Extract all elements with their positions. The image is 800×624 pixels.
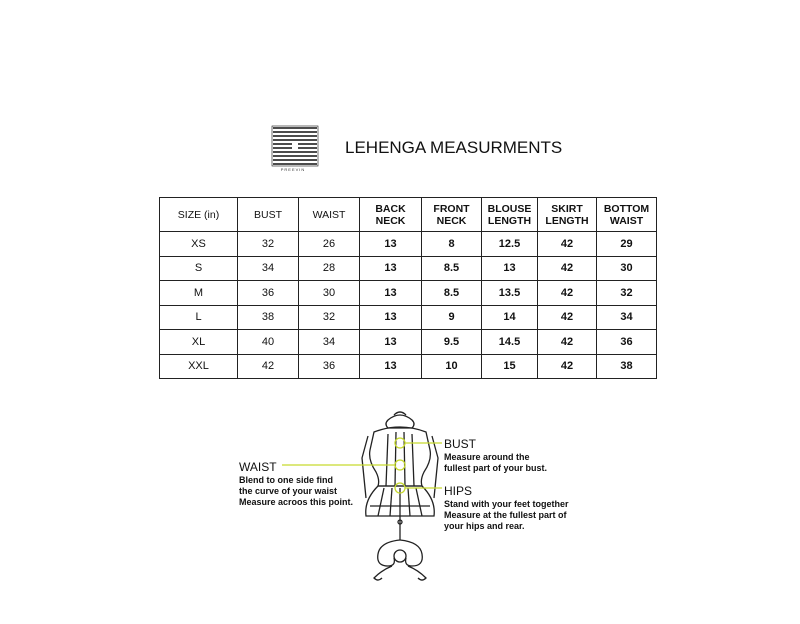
table-cell: 9: [422, 305, 482, 330]
table-cell: 10: [422, 354, 482, 379]
table-cell: 8: [422, 232, 482, 257]
table-cell: 28: [299, 256, 360, 281]
table-cell: 38: [597, 354, 657, 379]
waist-desc-line: Blend to one side find: [239, 475, 333, 485]
bust-desc-line: fullest part of your bust.: [444, 463, 548, 473]
waist-desc-line: Measure acroos this point.: [239, 497, 354, 507]
table-cell: 36: [597, 330, 657, 355]
table-cell: 38: [238, 305, 299, 330]
column-header: BOTTOM WAIST: [597, 198, 657, 232]
table-cell: 12.5: [482, 232, 538, 257]
table-cell: 13: [482, 256, 538, 281]
table-cell: 42: [538, 232, 597, 257]
bust-desc-line: Measure around the: [444, 452, 530, 462]
table-cell: 36: [299, 354, 360, 379]
table-cell: 36: [238, 281, 299, 306]
table-cell: 34: [597, 305, 657, 330]
hips-desc-line: Measure at the fullest part of: [444, 510, 567, 520]
table-cell: 42: [238, 354, 299, 379]
column-header: SKIRT LENGTH: [538, 198, 597, 232]
table-cell: 32: [299, 305, 360, 330]
waist-desc-line: the curve of your waist: [239, 486, 338, 496]
table-cell: 34: [299, 330, 360, 355]
size-cell: S: [160, 256, 238, 281]
table-cell: 8.5: [422, 256, 482, 281]
size-cell: XXL: [160, 354, 238, 379]
table-cell: 30: [299, 281, 360, 306]
column-header: FRONT NECK: [422, 198, 482, 232]
hips-desc-line: Stand with your feet together: [444, 499, 569, 509]
table-cell: 42: [538, 281, 597, 306]
bust-guide: [444, 437, 594, 474]
size-cell: L: [160, 305, 238, 330]
table-cell: 30: [597, 256, 657, 281]
size-cell: XS: [160, 232, 238, 257]
column-header: BUST: [238, 198, 299, 232]
table-cell: 13: [360, 256, 422, 281]
column-header: BLOUSE LENGTH: [482, 198, 538, 232]
hips-guide: [444, 484, 594, 532]
table-cell: 40: [238, 330, 299, 355]
table-cell: 13: [360, 354, 422, 379]
size-cell: M: [160, 281, 238, 306]
table-cell: 13.5: [482, 281, 538, 306]
table-cell: 29: [597, 232, 657, 257]
table-cell: 13: [360, 232, 422, 257]
table-cell: 42: [538, 330, 597, 355]
column-header: WAIST: [299, 198, 360, 232]
page-title: LEHENGA MEASURMENTS: [345, 138, 563, 157]
table-cell: 8.5: [422, 281, 482, 306]
table-cell: 14.5: [482, 330, 538, 355]
brand-name: PREEVIN: [280, 167, 306, 172]
table-cell: 13: [360, 305, 422, 330]
hips-desc-line: your hips and rear.: [444, 521, 525, 531]
table-cell: 13: [360, 330, 422, 355]
waist-title: WAIST: [239, 460, 277, 474]
dress-form-icon: [362, 412, 438, 580]
table-cell: 13: [360, 281, 422, 306]
table-cell: 14: [482, 305, 538, 330]
column-header: SIZE (in): [160, 198, 238, 232]
table-cell: 26: [299, 232, 360, 257]
table-cell: 15: [482, 354, 538, 379]
table-cell: 32: [238, 232, 299, 257]
table-cell: 32: [597, 281, 657, 306]
size-cell: XL: [160, 330, 238, 355]
hips-title: HIPS: [444, 484, 473, 498]
table-cell: 42: [538, 256, 597, 281]
table-cell: 34: [238, 256, 299, 281]
table-cell: 9.5: [422, 330, 482, 355]
table-cell: 42: [538, 305, 597, 330]
table-cell: 42: [538, 354, 597, 379]
waist-guide: [239, 460, 369, 508]
column-header: BACK NECK: [360, 198, 422, 232]
bust-title: BUST: [444, 437, 477, 451]
